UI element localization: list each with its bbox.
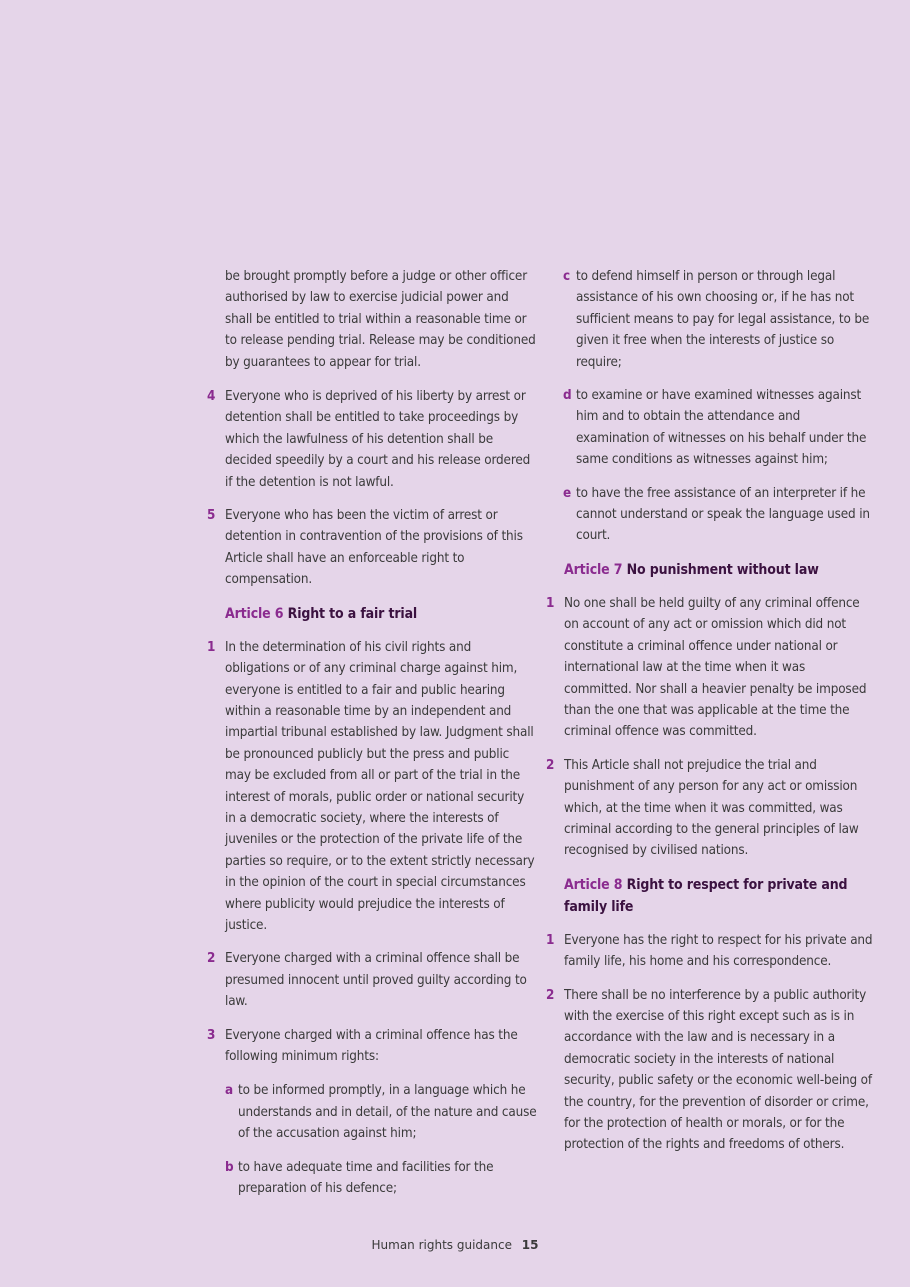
item-number: 2: [207, 951, 216, 967]
item-number: 2: [546, 757, 555, 773]
item-text: to defend himself in person or through legal assistance of his own choosing or, if he has not sufficient means to pay for legal assistance, to be given it free when the interests of justice so require;: [576, 269, 870, 370]
item-number: 1: [207, 639, 216, 655]
item-text: Everyone who has been the victim of arrest or detention in contravention of the provisions of this Article shall have an enforceable right to compensation.: [225, 508, 523, 588]
article-7-heading: [564, 559, 876, 581]
item-number: 1: [546, 932, 555, 948]
page-number: 15: [521, 1238, 539, 1252]
sub-list-item: [563, 483, 876, 547]
item-text: Everyone charged with a criminal offence has the following minimum rights:: [225, 1027, 518, 1064]
item-letter: e: [563, 485, 572, 501]
item-letter: b: [225, 1159, 234, 1175]
sub-list-item: [225, 1080, 537, 1144]
item-text: to be informed promptly, in a language which he understands and in detail, of the nature and cause of the accusation against him;: [238, 1083, 537, 1142]
item-text: There shall be no interference by a public authority with the exercise of this right except such as is in accordance with the law and is necessary in a democratic society in the interests of national security, public safety or the economic well-being of the country, for the prevention of disorder or crime, for the protection of health or morals, or for the protection of the rights and freedoms of others.: [564, 987, 872, 1153]
list-item: [207, 1025, 537, 1068]
list-item: [546, 593, 876, 743]
footer-title: Human rights guidance: [371, 1238, 512, 1252]
sub-list-item: [225, 1157, 537, 1200]
item-letter: c: [563, 269, 570, 284]
list-item: [207, 948, 537, 1012]
article-title: Right to a fair trial: [287, 605, 418, 622]
item-letter: d: [563, 388, 572, 404]
item-letter: a: [225, 1083, 233, 1099]
list-item: [207, 386, 537, 493]
item-text: Everyone who is deprived of his liberty by arrest or detention shall be entitled to take proceedings by which the lawfulness of his detention shall be decided speedily by a court and his release ordered if the detention is not lawful.: [225, 389, 531, 490]
item-number: 4: [207, 389, 216, 405]
article-title: No punishment without law: [626, 561, 819, 578]
list-item: [546, 755, 876, 862]
item-number: 3: [207, 1027, 216, 1043]
item-number: 2: [546, 987, 555, 1003]
continuation-paragraph: be brought promptly before a judge or other officer authorised by law to exercise judicial power and shall be entitled to trial within a reasonable time or to release pending trial. Release may be conditioned by guarantees to appear for trial.: [225, 269, 536, 370]
list-item: [207, 637, 537, 937]
article-title: Right to respect for private and family life: [564, 876, 848, 915]
item-text: to have the free assistance of an interpreter if he cannot understand or speak the language used in court.: [576, 485, 870, 544]
page-footer: [0, 1238, 910, 1252]
right-column: [546, 266, 876, 1168]
article-6-heading: [225, 603, 537, 625]
article-label: Article 7: [564, 561, 623, 578]
item-number: 5: [207, 508, 216, 524]
left-column: [207, 266, 537, 1211]
article-8-heading: [564, 874, 876, 918]
item-text: Everyone has the right to respect for his private and family life, his home and his correspondence.: [564, 932, 873, 970]
article-label: Article 8: [564, 876, 623, 893]
article-label: Article 6: [225, 605, 284, 622]
list-item: [546, 930, 876, 973]
sub-list-item: [563, 266, 876, 373]
item-text: Everyone charged with a criminal offence shall be presumed innocent until proved guilty according to law.: [225, 951, 527, 1010]
item-text: No one shall be held guilty of any criminal offence on account of any act or omission which did not constitute a criminal offence under national or international law at the time when it was committed. Nor shall a heavier penalty be imposed than the one that was applicable at the time the criminal offence was committed.: [564, 595, 867, 740]
list-item: [546, 985, 876, 1156]
item-text: This Article shall not prejudice the trial and punishment of any person for any act or omission which, at the time when it was committed, was criminal according to the general principles of law recognised by civilised nations.: [564, 757, 859, 859]
item-number: 1: [546, 595, 555, 611]
item-text: In the determination of his civil rights and obligations or of any criminal charge against him, everyone is entitled to a fair and public hearing within a reasonable time by an independent and impartial tribunal established by law. Judgment shall be pronounced publicly but the press and public may be excluded from all or part of the trial in the interest of morals, public order or national security in a democratic society, where the interests of juveniles or the protection of the private life of the parties so require, or to the extent strictly necessary in the opinion of the court in special circumstances where publicity would prejudice the interests of justice.: [225, 639, 535, 933]
item-text: to have adequate time and facilities for the preparation of his defence;: [238, 1159, 494, 1197]
list-item: [207, 505, 537, 591]
sub-list-item: [563, 385, 876, 471]
item-text: to examine or have examined witnesses against him and to obtain the attendance and examination of witnesses on his behalf under the same conditions as witnesses against him;: [576, 388, 867, 468]
